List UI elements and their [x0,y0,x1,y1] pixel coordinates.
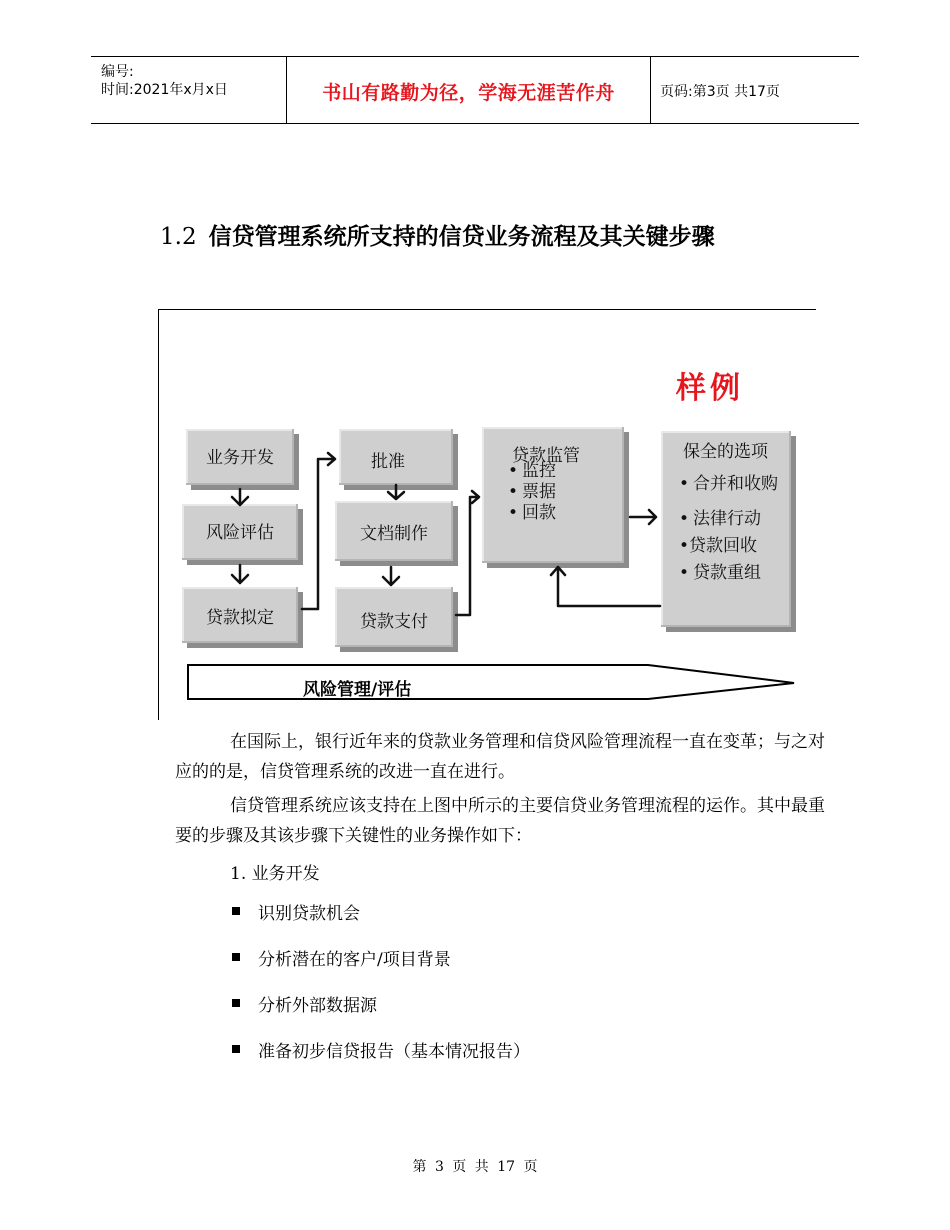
header-page-cell [650,57,859,123]
connector-arrow-icon [456,491,479,615]
list-item [232,991,377,1016]
square-bullet-icon [232,1045,240,1053]
section-title-text: 信贷管理系统所支持的信贷业务流程及其关键步骤 [208,223,715,250]
list-item-text: 分析潜在的客户/项目背景 [258,950,451,970]
header-page-info: 页码:第3页 共17页 [660,84,780,100]
list-heading: 1. 业务开发 [230,864,320,884]
sample-label: 样例 [676,371,744,406]
connector-arrow-icon [302,453,335,609]
step-label: 业务开发 [206,448,274,468]
paragraph-2 [175,791,835,851]
arrow-right-icon [630,510,656,524]
square-bullet-icon [232,953,240,961]
document-time-label: 时间:2021年x月x日 [101,82,228,98]
list-item-text: 识别贷款机会 [258,904,360,924]
feedback-arrow-icon [551,567,660,606]
list-item [232,899,360,924]
square-bullet-icon [232,999,240,1007]
preservation-option-item: • 贷款回收 [677,533,778,560]
preservation-option-item: • 法律行动 [677,506,778,533]
loan-monitoring-item: • 票据 [506,482,556,503]
page-header [91,56,859,124]
list-item-text: 分析外部数据源 [258,996,377,1016]
document-number-label: 编号: [101,64,134,80]
header-motto-cell [286,57,651,123]
risk-bar-label: 风险管理/评估 [303,680,412,700]
preservation-options-title: 保全的选项 [683,442,768,462]
loan-monitoring-item: • 监控 [506,461,556,482]
step-label: 批准 [371,452,405,472]
preservation-option-item: • 贷款重组 [677,560,778,587]
paragraph-2-text: 信贷管理系统应该支持在上图中所示的主要信贷业务管理流程的运作。其中最重要的步骤及其该步骤下关键性的业务操作如下： [175,796,825,846]
header-left-cell [91,57,286,123]
section-number: 1.2 [160,224,197,250]
risk-bar-arrow [188,665,794,699]
section-title [160,218,715,251]
step-label: 风险评估 [206,523,274,543]
arrow-down-icon [388,485,404,499]
diagram-arrows [158,309,818,720]
list-item [232,945,451,970]
arrow-down-icon [232,489,248,505]
list-item [232,1037,530,1062]
preservation-option-item: • 合并和收购 [677,471,778,498]
loan-monitoring-item: • 回款 [506,503,556,524]
square-bullet-icon [232,907,240,915]
paragraph-1 [175,727,835,787]
loan-monitoring-title: 贷款监管 [512,446,580,466]
process-diagram [158,309,818,720]
arrow-down-icon [383,567,399,585]
page-footer: 第 3 页 共 17 页 [412,1159,538,1175]
arrow-down-icon [232,565,248,583]
step-label: 贷款拟定 [206,608,274,628]
step-label: 文档制作 [360,524,428,544]
header-motto: 书山有路勤为径，学海无涯苦作舟 [322,82,615,104]
paragraph-1-text: 在国际上，银行近年来的贷款业务管理和信贷风险管理流程一直在变革；与之对应的的是，信贷管理系统的改进一直在进行。 [175,732,825,782]
step-label: 贷款支付 [360,612,428,632]
list-item-text: 准备初步信贷报告（基本情况报告） [258,1042,530,1062]
